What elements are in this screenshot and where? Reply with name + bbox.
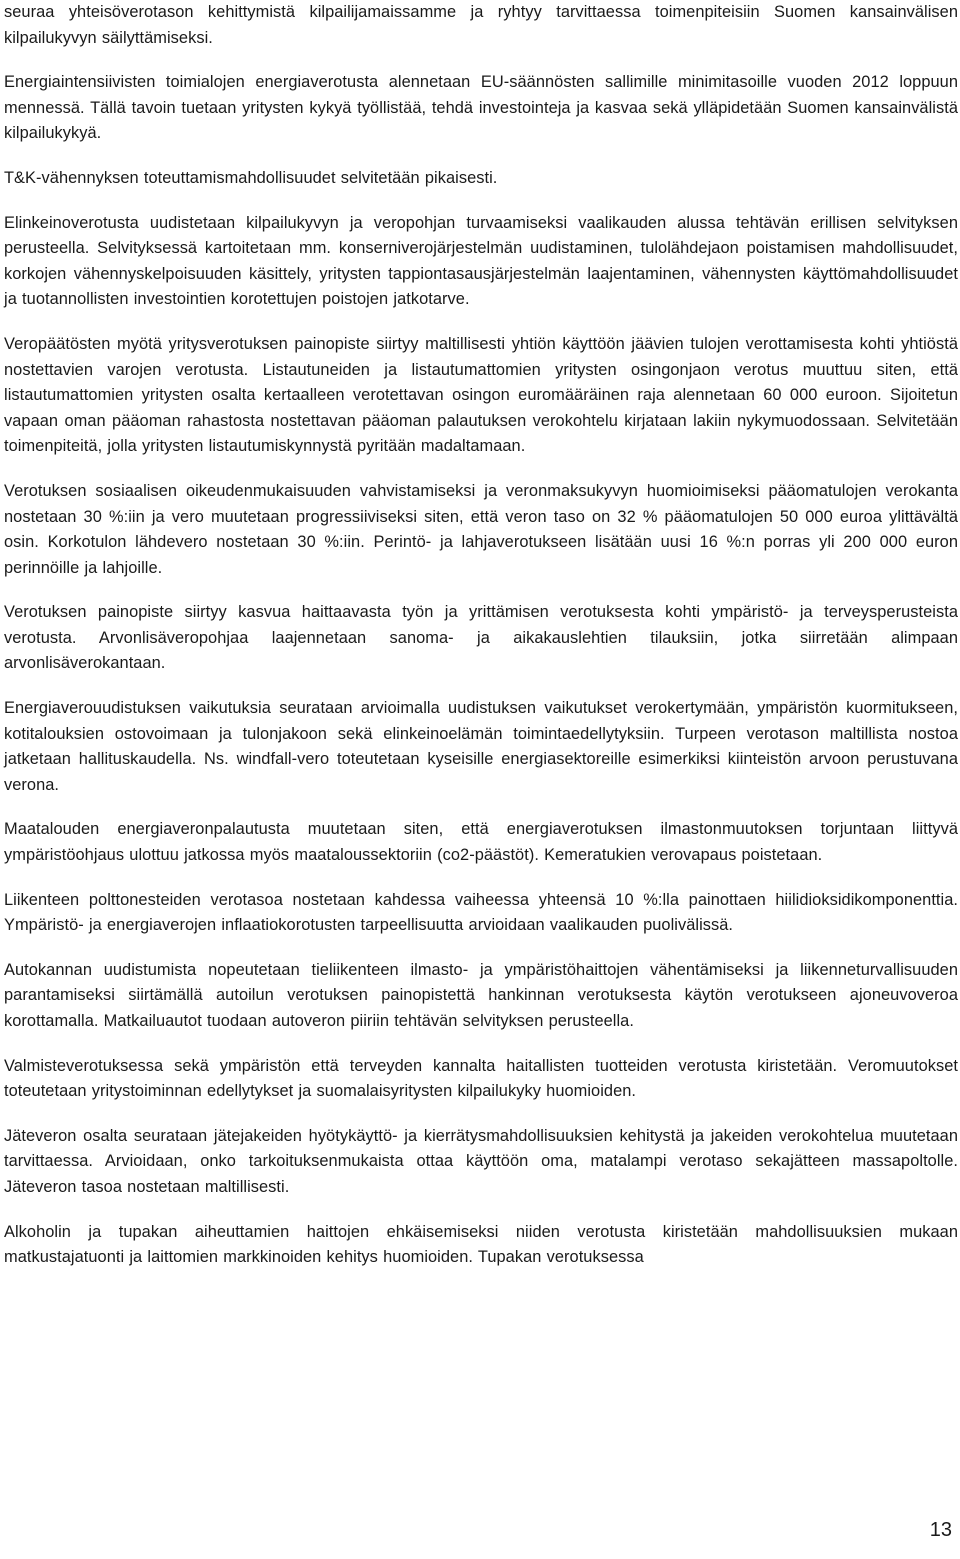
paragraph: Valmisteverotuksessa sekä ympäristön että terveyden kannalta haitallisten tuotteiden verotusta kiristetään. Veromuutokset toteutetaan yritystoiminnan edellytykset ja suomalaisyritysten kilpailukyky huomioiden. bbox=[4, 1056, 958, 1101]
paragraph: Elinkeinoverotusta uudistetaan kilpailukyvyn ja veropohjan turvaamiseksi vaalikauden alussa tehtävän erillisen selvityksen perusteella. Selvityksessä kartoitetaan mm. konserniverojärjestelmän uudistaminen, tulolähdejaon poistamisen mahdollisuudet, korkojen vähennyskelpoisuuden käsittely, yritysten tappiontasausjärjestelmän laajentaminen, vähennysten käyttömahdollisuudet ja tuotannollisten investointien korotettujen poistojen jatkotarve. bbox=[4, 213, 958, 309]
paragraph: Verotuksen painopiste siirtyy kasvua haittaavasta työn ja yrittämisen verotuksesta kohti ympäristö- ja terveysperusteista verotusta. Arvonlisäveropohjaa laajennetaan sanoma- ja aikakauslehtien tilauksiin, jotka siirretään alimpaan arvonlisäverokantaan. bbox=[4, 603, 958, 673]
paragraph: T&K-vähennyksen toteuttamismahdollisuudet selvitetään pikaisesti. bbox=[4, 168, 498, 187]
page-number: 13 bbox=[929, 1519, 952, 1541]
paragraph: Energiaverouudistuksen vaikutuksia seurataan arvioimalla uudistuksen vaikutukset verokertymään, ympäristön kuormitukseen, kotitalouksien ostovoimaan ja tulonjakoon sekä elinkeinoelämän toimintaedellytyksiin. Turpeen verotason maltillista nostoa jatketaan hallituskaudella. Ns. windfall-vero toteutetaan kyseisille energiasektoreille esimerkiksi kiinteistön arvoon perustuvana verona. bbox=[4, 699, 958, 794]
paragraph: Alkoholin ja tupakan aiheuttamien haittojen ehkäisemiseksi niiden verotusta kiristetään mahdollisuuksien mukaan matkustajatuonti ja laittomien markkinoiden kehitys huomioiden. Tupakan verotuksessa bbox=[4, 1222, 958, 1267]
paragraph: Verotuksen sosiaalisen oikeudenmukaisuuden vahvistamiseksi ja veronmaksukyvyn huomioimiseksi pääomatulojen verokanta nostetaan 30 %:iin ja vero muutetaan progressiiviseksi siten, että veron taso on 32 % pääomatulojen 50 000 euroa ylittävältä osin. Korkotulon lähdevero nostetaan 30 %:iin. Perintö- ja lahjaverotukseen lisätään uusi 16 %:n porras yli 200 000 euron perinnöille ja lahjoille. bbox=[4, 481, 958, 577]
paragraph: Autokannan uudistumista nopeutetaan tieliikenteen ilmasto- ja ympäristöhaittojen vähentämiseksi ja liikenneturvallisuuden parantamiseksi siirtämällä autoilun verotuksen painopistettä hankinnan verotuksesta käytön verotukseen ajoneuvoveroa korottamalla. Matkailuautot tuodaan autoveron piiriin tehtävän selvityksen perusteella. bbox=[4, 960, 958, 1030]
paragraph: seuraa yhteisöverotason kehittymistä kilpailijamaissamme ja ryhtyy tarvittaessa toimenpiteisiin Suomen kansainvälisen kilpailukyvyn säilyttämiseksi. bbox=[4, 3, 958, 47]
paragraph: Jäteveron osalta seurataan jätejakeiden hyötykäyttö- ja kierrätysmahdollisuuksien kehitystä ja jakeiden verokohtelua muutetaan tarvittaessa. Arvioidaan, onko tarkoituksenmukaista ottaa käyttöön oma, matalampi verotaso sekajätteen massapoltolle. Jäteveron tasoa nostetaan maltillisesti. bbox=[4, 1126, 958, 1196]
paragraph: Energiaintensiivisten toimialojen energiaverotusta alennetaan EU-säännösten sallimille minimitasoille vuoden 2012 loppuun mennessä. Tällä tavoin tuetaan yritysten kykyä työllistää, tehdä investointeja ja kasvaa sekä ylläpidetään Suomen kansainvälistä kilpailukykyä. bbox=[4, 73, 958, 143]
document-page bbox=[4, 0, 958, 1271]
paragraph: Liikenteen polttonesteiden verotasoa nostetaan kahdessa vaiheessa yhteensä 10 %:lla painottaen hiilidioksidikomponenttia. Ympäristö- ja energiaverojen inflaatiokorotusten tarpeellisuutta arvioidaan vaalikauden puolivälissä. bbox=[4, 890, 958, 935]
paragraph: Maatalouden energiaveronpalautusta muutetaan siten, että energiaverotuksen ilmastonmuutoksen torjuntaan liittyvä ympäristöohjaus ulottuu jatkossa myös maataloussektoriin (co2-päästöt). Kemeratukien verovapaus poistetaan. bbox=[4, 820, 958, 865]
paragraph: Veropäätösten myötä yritysverotuksen painopiste siirtyy maltillisesti yhtiön käyttöön jäävien tulojen verottamisesta kohti yhtiöstä nostettavien varojen verotusta. Listautuneiden ja listautumattomien yritysten osingonjaon verotus muuttuu siten, että listautumattomien yritysten osalta kertaalleen verotettavan osingon euromääräinen raja alennetaan 60 000 euroon. Sijoitetun vapaan oman pääoman rahastosta nostettavan pääoman palautuksen verokohtelu kirjataan lakiin nykymuodossaan. Selvitetään toimenpiteitä, jolla yritysten listautumiskynnystä pyritään madaltamaan. bbox=[4, 334, 958, 456]
